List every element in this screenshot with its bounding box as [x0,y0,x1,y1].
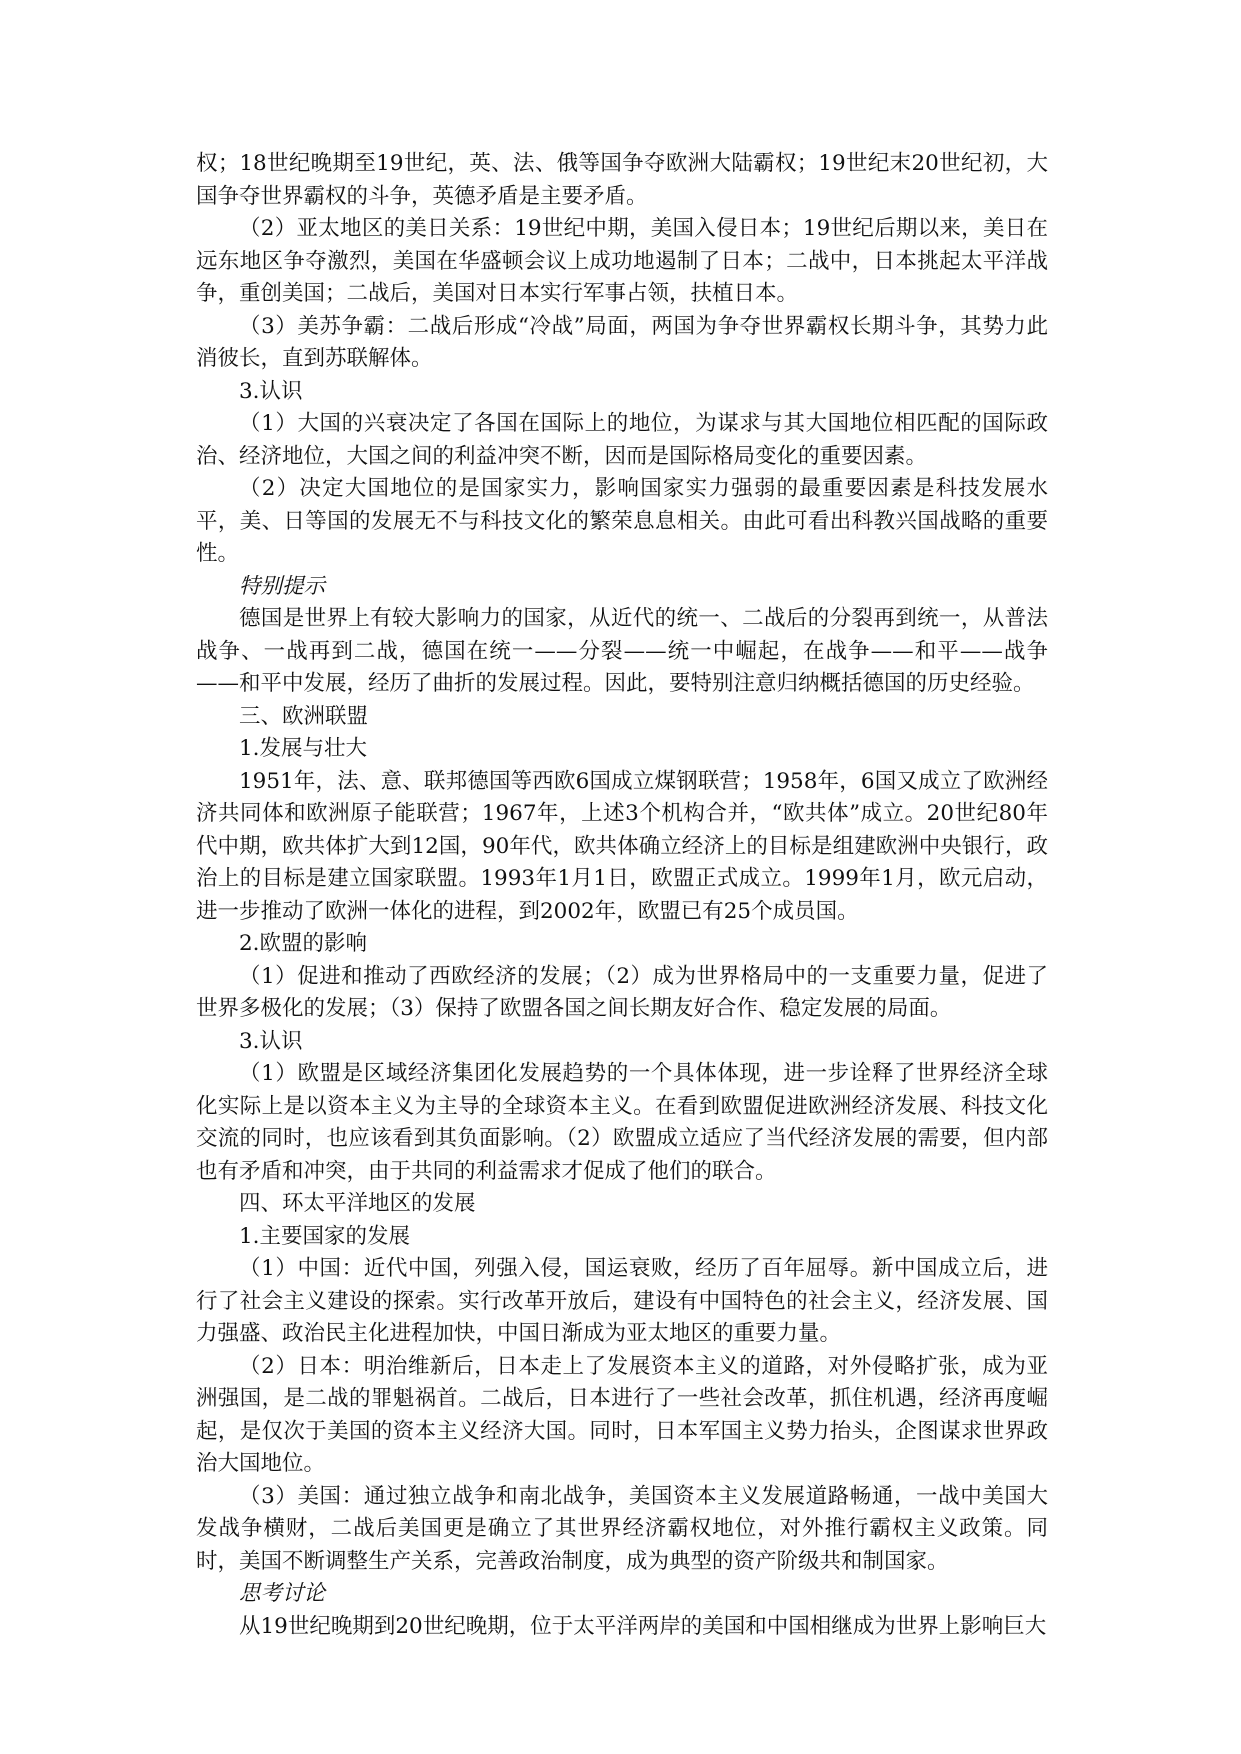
special-note-heading: 特别提示 [239,573,326,599]
paragraph-22: 从19世纪晚期到20世纪晚期，位于太平洋两岸的美国和中国相继成为世界上影响巨大 [239,1613,1047,1639]
paragraph-15: （1）欧盟是区域经济集团化发展趋势的一个具体体现，进一步诠释了世界经济全球化实际上是以资本主义为主导的全球资本主义。在看到欧盟促进欧洲经济发展、科技文化交流的同时，也应该看到其负面影响。（2）欧盟成立适应了当代经济发展的需要，但内部也有矛盾和冲突，由于共同的利益需求才促成了他们的联合。 [196,1061,1048,1184]
paragraph-11: 1951年，法、意、联邦德国等西欧6国成立煤钢联营；1958年，6国又成立了欧洲经济共同体和欧洲原子能联营；1967年，上述3个机构合并，“欧共体”成立。20世纪80年代中期，欧共体扩大到12国，90年代，欧共体确立经济上的目标是组建欧洲中央银行，政治上的目标是建立国家联盟。1993年1月1日，欧盟正式成立。1999年1月，欧元启动，进一步推动了欧洲一体化的进程，到2002年，欧盟已有25个成员国。 [196,768,1048,924]
paragraph-8: 德国是世界上有较大影响力的国家，从近代的统一、二战后的分裂再到统一，从普法战争、一战再到二战，德国在统一——分裂——统一中崛起，在战争——和平——战争——和平中发展，经历了曲折的发展过程。因此，要特别注意归纳概括德国的历史经验。 [196,606,1048,696]
paragraph-13: （1）促进和推动了西欧经济的发展；（2）成为世界格局中的一支重要力量，促进了世界多极化的发展；（3）保持了欧盟各国之间长期友好合作、稳定发展的局面。 [196,963,1048,1021]
subsection-heading: 1.发展与壮大 [239,736,368,761]
section-heading-eu: 三、欧洲联盟 [239,703,369,729]
subsection-heading-recognition: 3.认识 [239,1028,303,1054]
section-heading: 3.认识 [239,378,303,404]
section-heading-pacific: 四、环太平洋地区的发展 [239,1191,476,1216]
paragraph-18: （1）中国：近代中国，列强入侵，国运衰败，经历了百年屈辱。新中国成立后，进行了社会主义建设的探索。实行改革开放后，建设有中国特色的社会主义，经济发展、国力强盛、政治民主化进程加快，中国日渐成为亚太地区的重要力量。 [196,1256,1048,1346]
paragraph-5: （1）大国的兴衰决定了各国在国际上的地位，为谋求与其大国地位相匹配的国际政治、经济地位，大国之间的利益冲突不断，因而是国际格局变化的重要因素。 [196,411,1048,469]
subsection-heading-countries: 1.主要国家的发展 [239,1223,411,1249]
subsection-heading-influence: 2.欧盟的影响 [239,931,368,956]
paragraph-2: （2）亚太地区的美日关系：19世纪中期，美国入侵日本；19世纪后期以来，美日在远东地区争夺激烈，美国在华盛顿会议上成功地遏制了日本；二战中，日本挑起太平洋战争，重创美国；二战后，美国对日本实行军事占领，扶植日本。 [196,216,1048,306]
paragraph-19: （2）日本：明治维新后，日本走上了发展资本主义的道路，对外侵略扩张，成为亚洲强国，是二战的罪魁祸首。二战后，日本进行了一些社会改革，抓住机遇，经济再度崛起，是仅次于美国的资本主义经济大国。同时，日本军国主义势力抬头，企图谋求世界政治大国地位。 [196,1353,1048,1476]
paragraph-6: （2）决定大国地位的是国家实力，影响国家实力强弱的最重要因素是科技发展水平，美、日等国的发展无不与科技文化的繁荣息息相关。由此可看出科教兴国战略的重要性。 [196,476,1048,566]
paragraph-3: （3）美苏争霸：二战后形成“冷战”局面，两国为争夺世界霸权长期斗争，其势力此消彼长，直到苏联解体。 [196,313,1048,371]
paragraph-1: 权；18世纪晚期至19世纪，英、法、俄等国争夺欧洲大陆霸权；19世纪末20世纪初，大国争夺世界霸权的斗争，英德矛盾是主要矛盾。 [196,151,1048,209]
paragraph-20: （3）美国：通过独立战争和南北战争，美国资本主义发展道路畅通，一战中美国大发战争横财，二战后美国更是确立了其世界经济霸权地位，对外推行霸权主义政策。同时，美国不断调整生产关系，完善政治制度，成为典型的资产阶级共和制国家。 [196,1483,1048,1574]
document-page [196,148,1048,1643]
discussion-heading: 思考讨论 [239,1581,326,1606]
